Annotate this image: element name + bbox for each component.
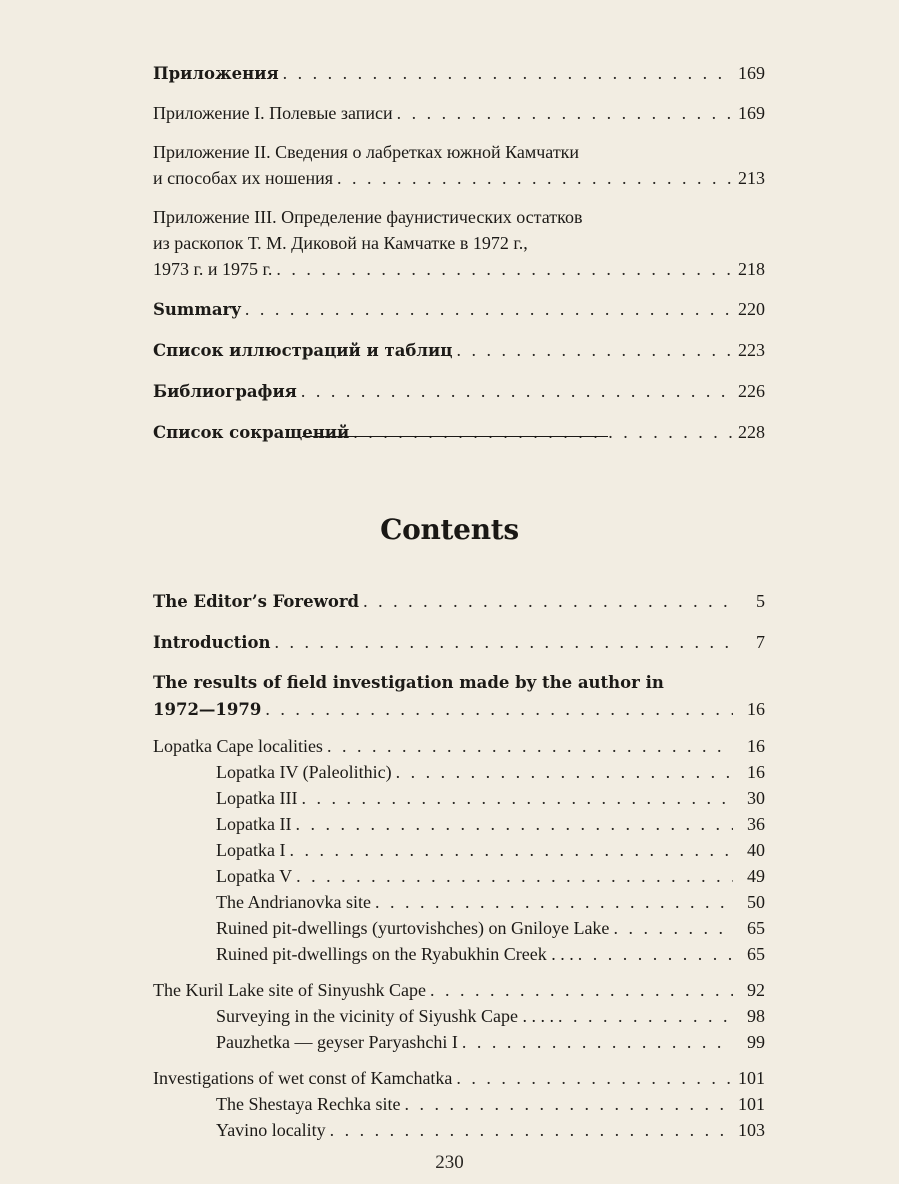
leader-dots — [275, 629, 733, 655]
toc-entry-title: Lopatka V — [216, 866, 293, 886]
toc-entry-page: 7 — [756, 632, 765, 652]
toc-entry[interactable] — [153, 863, 765, 889]
toc-entry-title: Investigations of wet const of Kamchatka — [153, 1068, 453, 1088]
toc-entry-title: Pauzhetka — geyser Paryashchi I — [216, 1032, 458, 1052]
leader-dots — [578, 941, 733, 967]
leader-dots — [289, 837, 733, 863]
toc-entry[interactable] — [153, 759, 765, 785]
toc-entry[interactable] — [153, 378, 765, 405]
toc-entry-page: 101 — [738, 1068, 765, 1088]
leader-dots — [462, 1029, 733, 1055]
toc-entry-title: Summary — [153, 300, 241, 319]
toc-entry-page: 40 — [747, 840, 765, 860]
toc-entry-page: 98 — [747, 1006, 765, 1026]
toc-entry-page: 16 — [747, 736, 765, 756]
toc-entry-title: Lopatka IV (Paleolithic) — [216, 762, 392, 782]
toc-entry-title-line: из раскопок Т. М. Диковой на Камчатке в 1972 г., — [153, 233, 528, 253]
toc-entry[interactable] — [153, 100, 765, 126]
toc-entry[interactable] — [153, 296, 765, 323]
toc-entry[interactable] — [153, 629, 765, 656]
leader-dots — [353, 419, 733, 445]
toc-entry-page: 220 — [738, 299, 765, 319]
toc-entry[interactable] — [153, 941, 765, 967]
toc-entry-page: 16 — [747, 699, 765, 719]
leader-dots — [276, 256, 733, 282]
toc-entry[interactable] — [153, 889, 765, 915]
toc-entry-title: Lopatka Cape localities — [153, 736, 323, 756]
leader-dots — [283, 60, 733, 86]
toc-entry-page: 5 — [756, 591, 765, 611]
toc-entry[interactable] — [153, 588, 765, 615]
toc-entry[interactable] — [153, 977, 765, 1003]
toc-entry-page: 36 — [747, 814, 765, 834]
toc-entry-title: Ruined pit-dwellings on the Ryabukhin Creek . . . — [216, 944, 574, 964]
toc-entry-title: Список иллюстраций и таблиц — [153, 341, 453, 360]
russian-toc — [153, 60, 765, 446]
toc-entry-title: The Shestaya Rechka site — [216, 1094, 401, 1114]
toc-entry-title-line: Приложение III. Определение фаунистических остатков — [153, 207, 583, 227]
contents-heading: Contents — [380, 513, 519, 546]
toc-entry-title: Ruined pit-dwellings (yurtovishches) on Gniloye Lake — [216, 918, 610, 938]
toc-entry[interactable] — [153, 811, 765, 837]
page-number: 230 — [435, 1152, 464, 1173]
toc-entry-page: 223 — [738, 340, 765, 360]
toc-entry-title-line: и способах их ношения — [153, 168, 333, 188]
toc-entry[interactable] — [153, 1065, 765, 1091]
leader-dots — [558, 1003, 733, 1029]
toc-entry-page: 30 — [747, 788, 765, 808]
toc-entry-title: Lopatka I — [216, 840, 286, 860]
toc-entry-title: Список сокращений — [153, 423, 350, 442]
leader-dots — [330, 1117, 733, 1143]
toc-entry-page: 101 — [738, 1094, 765, 1114]
toc-entry[interactable] — [153, 1091, 765, 1117]
toc-entry[interactable] — [153, 204, 765, 282]
toc-entry[interactable] — [153, 60, 765, 87]
section-divider — [302, 436, 608, 437]
toc-entry-page: 213 — [738, 168, 765, 188]
leader-dots — [296, 863, 733, 889]
toc-entry-page: 49 — [747, 866, 765, 886]
leader-dots — [375, 889, 733, 915]
leader-dots — [430, 977, 733, 1003]
leader-dots — [363, 588, 733, 614]
toc-entry-page: 169 — [738, 63, 765, 83]
toc-entry[interactable] — [153, 337, 765, 364]
toc-entry-page: 103 — [738, 1120, 765, 1140]
toc-entry-title-line: 1973 г. и 1975 г. — [153, 259, 273, 279]
english-toc — [153, 588, 765, 1143]
leader-dots — [396, 759, 733, 785]
toc-entry-title: Lopatka II — [216, 814, 292, 834]
toc-entry-page: 50 — [747, 892, 765, 912]
leader-dots — [301, 378, 733, 404]
leader-dots — [456, 337, 733, 363]
toc-entry[interactable] — [153, 139, 765, 191]
leader-dots — [404, 1091, 733, 1117]
toc-entry-title: The Kuril Lake site of Sinyushk Cape — [153, 980, 426, 1000]
toc-entry[interactable] — [153, 1117, 765, 1143]
toc-entry[interactable] — [153, 837, 765, 863]
leader-dots — [397, 100, 733, 126]
leader-dots — [295, 811, 733, 837]
toc-entry[interactable] — [153, 670, 765, 723]
toc-entry[interactable] — [153, 733, 765, 759]
leader-dots — [301, 785, 733, 811]
toc-entry-page: 16 — [747, 762, 765, 782]
leader-dots — [456, 1065, 733, 1091]
toc-entry-title: Приложение I. Полевые записи — [153, 103, 393, 123]
toc-entry-page: 226 — [738, 381, 765, 401]
leader-dots — [613, 915, 733, 941]
toc-entry-title: The Andrianovka site — [216, 892, 371, 912]
toc-entry-page: 65 — [747, 918, 765, 938]
toc-entry[interactable] — [153, 915, 765, 941]
toc-entry[interactable] — [153, 419, 765, 446]
toc-entry[interactable] — [153, 1003, 765, 1029]
toc-entry-title: Приложения — [153, 64, 279, 83]
leader-dots — [337, 165, 733, 191]
toc-entry-title-line: The results of field investigation made by the author in — [153, 673, 664, 692]
toc-entry-title-line: Приложение II. Сведения о лабретках южной Камчатки — [153, 142, 580, 162]
toc-entry-title: Introduction — [153, 633, 271, 652]
toc-entry-title: Библиография — [153, 382, 297, 401]
leader-dots — [327, 733, 733, 759]
leader-dots — [265, 696, 733, 722]
toc-entry[interactable] — [153, 785, 765, 811]
toc-entry-page: 92 — [747, 980, 765, 1000]
toc-entry[interactable] — [153, 1029, 765, 1055]
leader-dots — [245, 296, 733, 322]
toc-entry-page: 228 — [738, 422, 765, 442]
toc-entry-title: Surveying in the vicinity of Siyushk Cape . . . . — [216, 1006, 554, 1026]
toc-entry-page: 218 — [738, 259, 765, 279]
toc-entry-title: The Editor’s Foreword — [153, 592, 360, 611]
toc-entry-page: 169 — [738, 103, 765, 123]
toc-entry-title: Lopatka III — [216, 788, 298, 808]
toc-entry-title: Yavino locality — [216, 1120, 326, 1140]
toc-entry-page: 65 — [747, 944, 765, 964]
toc-entry-page: 99 — [747, 1032, 765, 1052]
toc-entry-title-line: 1972—1979 — [153, 700, 262, 719]
